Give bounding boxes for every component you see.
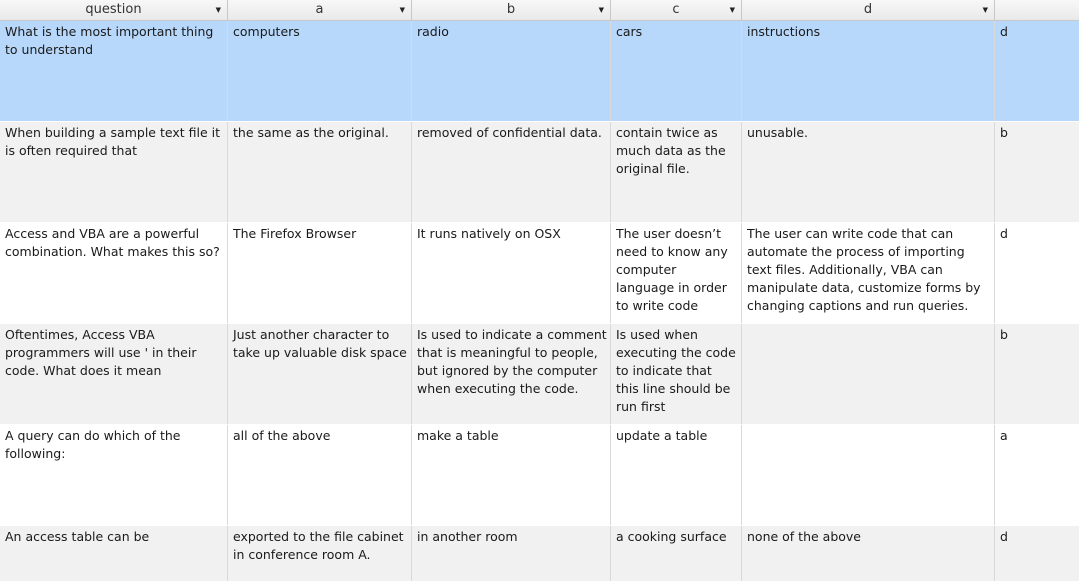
cell-c[interactable]: The user doesn’t need to know any computer language in order to write code	[611, 223, 742, 323]
cell-answer[interactable]: b	[1000, 125, 1008, 140]
column-header-c[interactable]	[611, 0, 742, 20]
cell-b[interactable]: radio	[412, 21, 611, 121]
table-row[interactable]	[0, 21, 1079, 122]
cell-a[interactable]: the same as the original.	[228, 122, 412, 222]
cell-answer[interactable]: a	[1000, 428, 1008, 443]
cell-a[interactable]: computers	[228, 21, 412, 121]
cell-answer[interactable]: b	[1000, 327, 1008, 342]
table-row[interactable]	[0, 324, 1079, 425]
cell-answer[interactable]: d	[1000, 529, 1008, 544]
cell-b[interactable]: make a table	[412, 425, 611, 525]
cell-question[interactable]: A query can do which of the following:	[0, 425, 228, 525]
cell-question[interactable]: Oftentimes, Access VBA programmers will use ' in their code. What does it mean	[0, 324, 228, 424]
column-header-label: c	[672, 2, 680, 17]
cell-answer[interactable]: d	[1000, 24, 1008, 39]
table-row[interactable]	[0, 122, 1079, 223]
cell-question[interactable]: What is the most important thing to understand	[0, 21, 228, 121]
column-header-label: b	[506, 2, 516, 17]
table-row[interactable]	[0, 223, 1079, 324]
dropdown-arrow-icon[interactable]: ▼	[598, 6, 604, 14]
dropdown-arrow-icon[interactable]: ▼	[215, 6, 221, 14]
cell-d[interactable]: unusable.	[742, 122, 995, 222]
column-header-answer[interactable]	[995, 0, 1079, 20]
cell-a[interactable]: Just another character to take up valuable disk space	[228, 324, 412, 424]
cell-b[interactable]: Is used to indicate a comment that is meaningful to people, but ignored by the computer when executing the code.	[412, 324, 611, 424]
cell-d[interactable]	[742, 324, 995, 424]
dropdown-arrow-icon[interactable]: ▼	[982, 6, 988, 14]
cell-d[interactable]: none of the above	[742, 526, 995, 581]
cell-d[interactable]	[742, 425, 995, 525]
column-header-bar	[0, 0, 1079, 21]
cell-c[interactable]: contain twice as much data as the original file.	[611, 122, 742, 222]
cell-c[interactable]: update a table	[611, 425, 742, 525]
column-header-d[interactable]	[742, 0, 995, 20]
table-row[interactable]	[0, 425, 1079, 526]
cell-question[interactable]: Access and VBA are a powerful combination. What makes this so?	[0, 223, 228, 323]
cell-d[interactable]: The user can write code that can automate the process of importing text files. Additionally, VBA can manipulate data, customize forms by changing captions and run queries.	[742, 223, 995, 323]
cell-c[interactable]: a cooking surface	[611, 526, 742, 581]
cell-b[interactable]: removed of confidential data.	[412, 122, 611, 222]
cell-d[interactable]: instructions	[742, 21, 995, 121]
cell-c[interactable]: cars	[611, 21, 742, 121]
cell-question[interactable]: An access table can be	[0, 526, 228, 581]
column-header-a[interactable]	[228, 0, 412, 20]
table-row[interactable]	[0, 526, 1079, 582]
dropdown-arrow-icon[interactable]: ▼	[399, 6, 405, 14]
cell-a[interactable]: all of the above	[228, 425, 412, 525]
column-header-question[interactable]	[0, 0, 228, 20]
cell-b[interactable]: in another room	[412, 526, 611, 581]
cell-b[interactable]: It runs natively on OSX	[412, 223, 611, 323]
column-header-b[interactable]	[412, 0, 611, 20]
cell-a[interactable]: The Firefox Browser	[228, 223, 412, 323]
column-header-label: question	[85, 2, 142, 17]
dropdown-arrow-icon[interactable]: ▼	[729, 6, 735, 14]
cell-answer[interactable]: d	[1000, 226, 1008, 241]
column-header-label: a	[315, 2, 324, 17]
column-header-label: d	[863, 2, 873, 17]
cell-a[interactable]: exported to the file cabinet in conference room A.	[228, 526, 412, 581]
cell-question[interactable]: When building a sample text file it is often required that	[0, 122, 228, 222]
cell-c[interactable]: Is used when executing the code to indicate that this line should be run first	[611, 324, 742, 424]
